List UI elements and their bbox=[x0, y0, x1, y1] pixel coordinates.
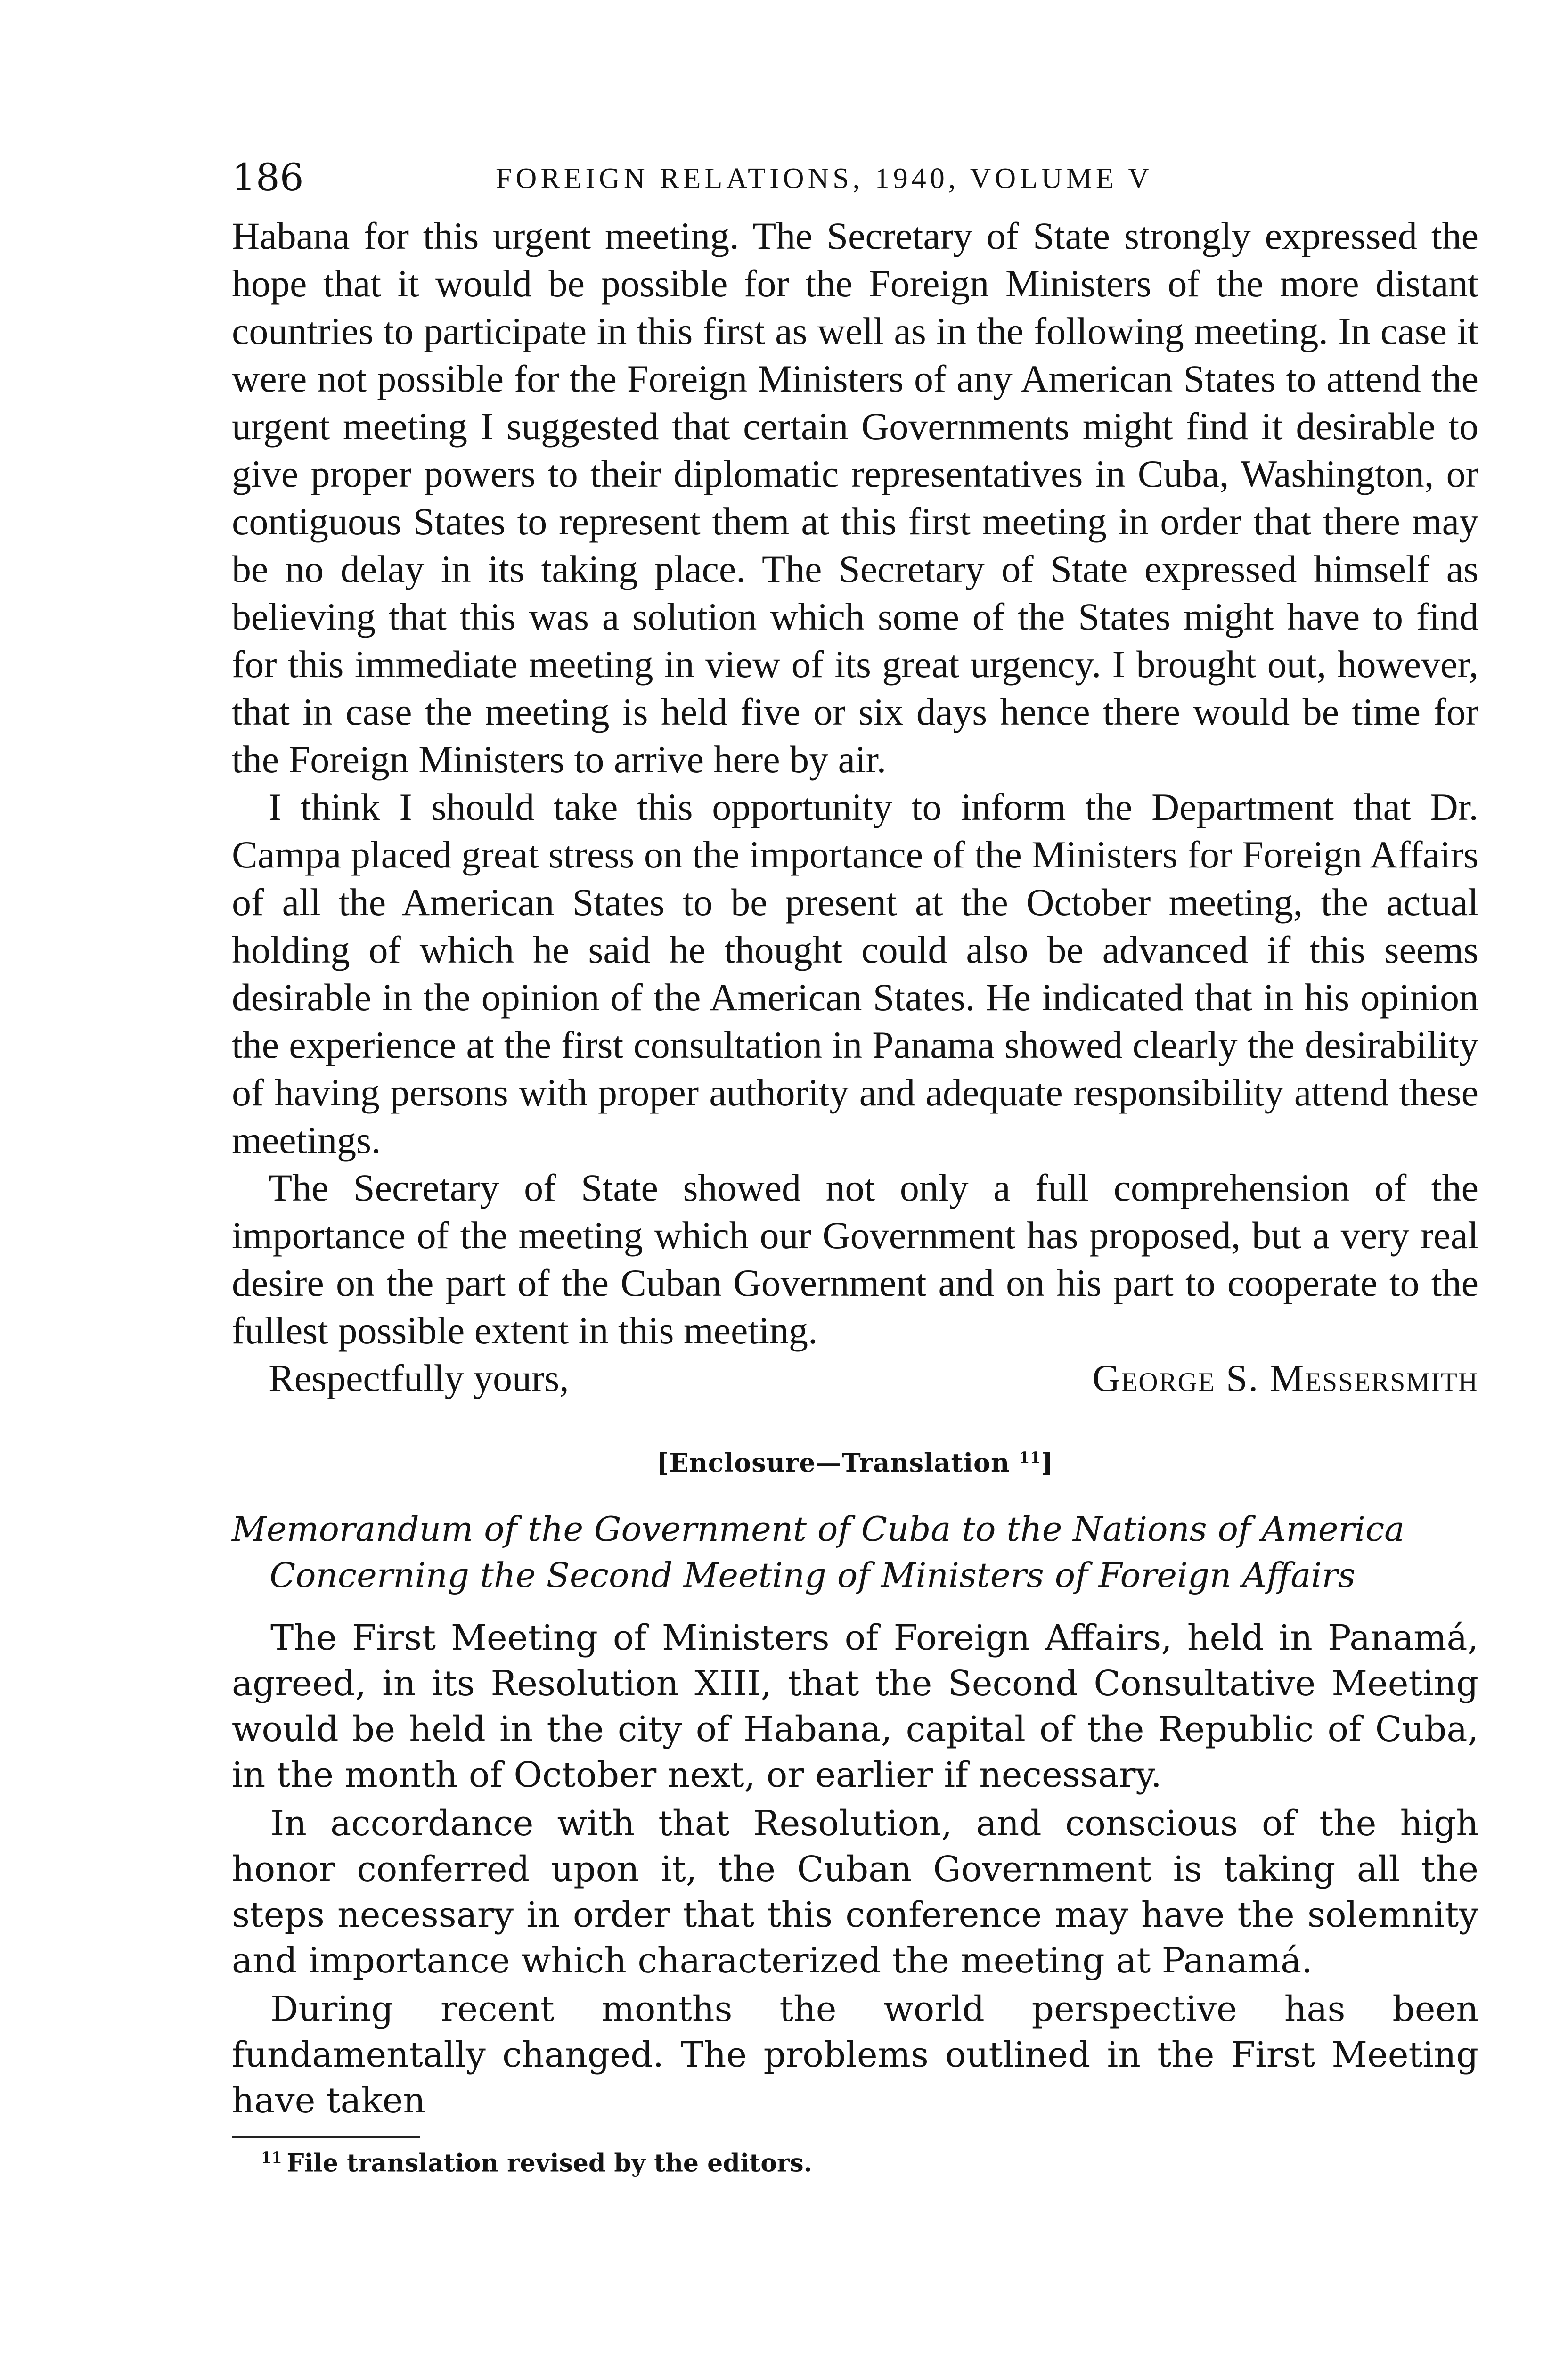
signature-block bbox=[232, 1354, 1478, 1407]
memorandum-title-line: Concerning the Second Meeting of Ministers of Foreign Affairs bbox=[270, 1555, 1356, 1595]
running-title: FOREIGN RELATIONS, 1940, VOLUME V bbox=[496, 163, 1153, 195]
running-header bbox=[232, 155, 1478, 212]
enclosure-heading bbox=[232, 1448, 1478, 1478]
letter-body bbox=[232, 212, 1478, 1354]
footnote-reference: 11 bbox=[1019, 1448, 1041, 1466]
footnote bbox=[232, 2149, 1478, 2177]
memorandum-body bbox=[232, 1615, 1478, 2124]
memorandum-paragraph: The First Meeting of Ministers of Foreign Affairs, held in Panamá, agreed, in its Resolution XIII, that the Second Consultative Meeting would be held in the city of Habana, capital of the Republic of Cuba, in the month of October next, or earlier if necessary. bbox=[232, 1618, 1478, 1795]
letter-paragraph: Habana for this urgent meeting. The Secretary of State strongly expressed the hope that it would be possible for the Foreign Ministers of the more distant countries to participate in this first as well as in the following meeting. In case it were not possible for the Foreign Ministers of any American States to attend the urgent meeting I suggested that certain Governments might find it desirable to give proper powers to their diplomatic representatives in Cuba, Washington, or contiguous States to represent them at this first meeting in order that there may be no delay in its taking place. The Secretary of State expressed himself as believing that this was a solution which some of the States might have to find for this immediate meeting in view of its great urgency. I brought out, however, that in case the meeting is held five or six days hence there would be time for the Foreign Ministers to arrive here by air. bbox=[232, 214, 1478, 781]
enclosure-heading-text: [Enclosure—Translation bbox=[656, 1448, 1010, 1478]
footnote-text: File translation revised by the editors. bbox=[286, 2149, 812, 2178]
footnote-number: 11 bbox=[261, 2149, 282, 2167]
page-number: 186 bbox=[232, 155, 304, 199]
memorandum-paragraph: In accordance with that Resolution, and conscious of the high honor conferred upon it, the Cuban Government is taking all the steps necessary in order that this conference may have the solemnity and importance which characterized the meeting at Panamá. bbox=[232, 1803, 1478, 1981]
letter-paragraph: I think I should take this opportunity to inform the Department that Dr. Campa placed great stress on the importance of the Ministers for Foreign Affairs of all the American States to be present at the October meeting, the actual holding of which he said he thought could also be advanced if this seems desirable in the opinion of the American States. He indicated that in his opinion the experience at the first consultation in Panama showed clearly the desirability of having persons with proper authority and adequate responsibility attend these meetings. bbox=[232, 785, 1478, 1162]
letter-paragraph: The Secretary of State showed not only a full comprehension of the importance of the meeting which our Government has proposed, but a very real desire on the part of the Cuban Government and on his part to cooperate to the fullest possible extent in this meeting. bbox=[232, 1166, 1478, 1352]
memorandum-title-line: Memorandum of the Government of Cuba to the Nations of America bbox=[232, 1509, 1405, 1549]
enclosure-heading-close: ] bbox=[1041, 1448, 1054, 1478]
signer-name: George S. Messersmith bbox=[1092, 1357, 1478, 1399]
memorandum-paragraph: During recent months the world perspective has been fundamentally changed. The problems outlined in the First Meeting have taken bbox=[232, 1989, 1478, 2121]
memorandum-title bbox=[232, 1506, 1478, 1598]
footnote-divider bbox=[232, 2136, 420, 2138]
closing-salutation: Respectfully yours, bbox=[269, 1357, 569, 1399]
document-page bbox=[232, 155, 1478, 2356]
